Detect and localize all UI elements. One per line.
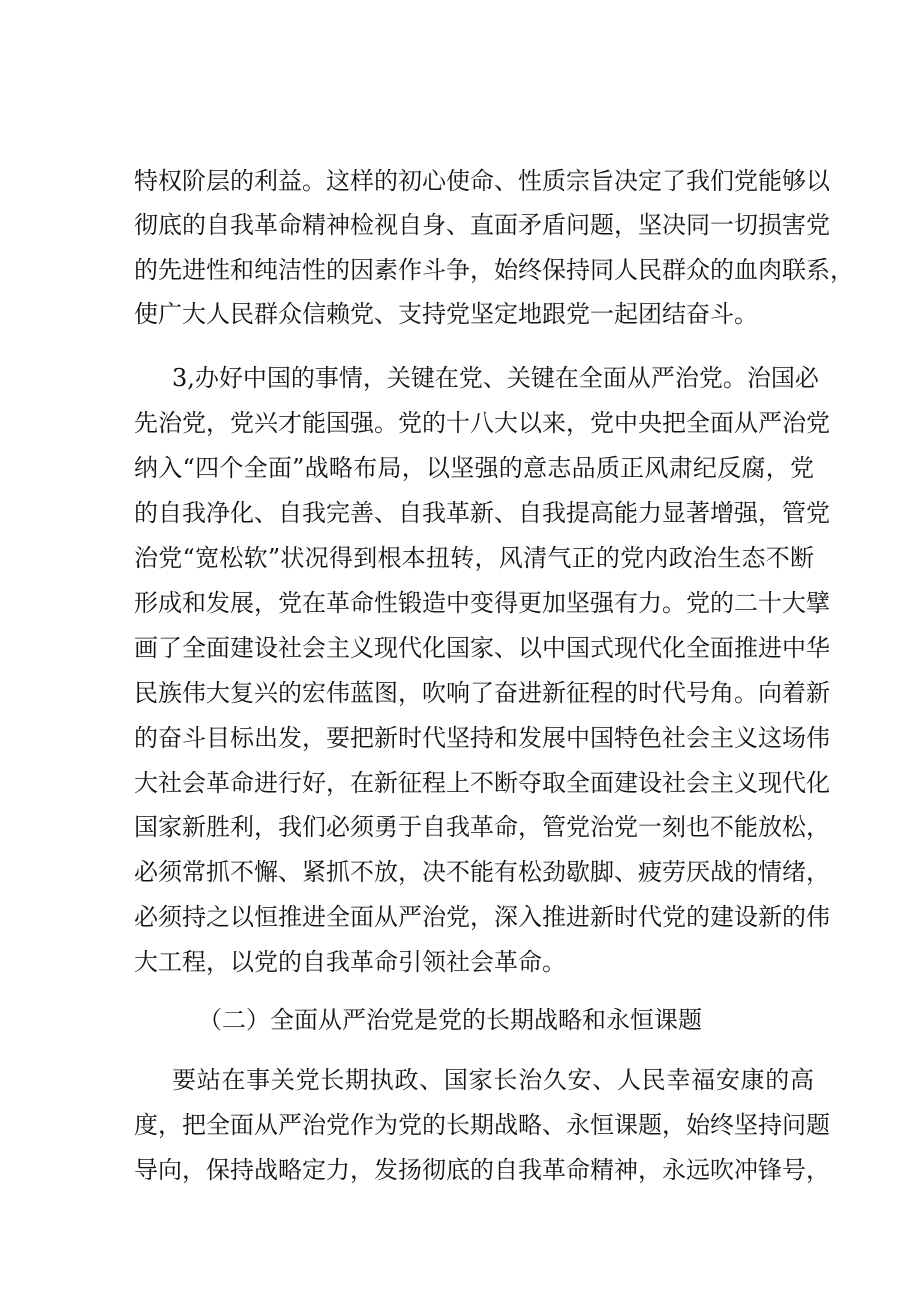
section-heading: （二）全面从严治党是党的长期战略和永恒课题 (198, 1006, 702, 1034)
paragraph-2-line-12: 必须常抓不懈、紧抓不放，决不能有松劲歇脚、疲劳厌战的情绪， (134, 858, 830, 886)
paragraph-2-line-9: 的奋斗目标出发，要把新时代坚持和发展中国特色社会主义这场伟 (134, 724, 830, 752)
paragraph-2-line-13: 必须持之以恒推进全面从严治党，深入推进新时代党的建设新的伟 (134, 903, 830, 931)
paragraph-1-line-1: 特权阶层的利益。这样的初心使命、性质宗旨决定了我们党能够以 (134, 167, 830, 195)
paragraph-1-line-2: 彻底的自我革命精神检视自身、直面矛盾问题，坚决同一切损害党 (134, 211, 830, 239)
paragraph-3-line-2: 度，把全面从严治党作为党的长期战略、永恒课题，始终坚持问题 (134, 1111, 830, 1139)
paragraph-2-line-14: 大工程，以党的自我革命引领社会革命。 (134, 948, 566, 976)
paragraph-1-line-4: 使广大人民群众信赖党、支持党坚定地跟党一起团结奋斗。 (134, 300, 758, 328)
paragraph-1-line-3: 的先进性和纯洁性的因素作斗争，始终保持同人民群众的血肉联系， (134, 256, 854, 284)
paragraph-2-line-3: 纳入“四个全面”战略布局，以坚强的意志品质正风肃纪反腐，党 (134, 454, 814, 482)
paragraph-3-line-1: 要站在事关党长期执政、国家长治久安、人民幸福安康的高 (172, 1066, 814, 1094)
paragraph-2-line-10: 大社会革命进行好，在新征程上不断夺取全面建设社会主义现代化 (134, 769, 830, 797)
paragraph-2-line-11: 国家新胜利，我们必须勇于自我革命，管党治党一刻也不能放松， (134, 813, 830, 841)
paragraph-2-line-7: 画了全面建设社会主义现代化国家、以中国式现代化全面推进中华 (134, 634, 830, 662)
paragraph-2-line-6: 形成和发展，党在革命性锻造中变得更加坚强有力。党的二十大擘 (134, 589, 830, 617)
paragraph-2-line-2: 先治党，党兴才能国强。党的十八大以来，党中央把全面从严治党 (134, 409, 830, 437)
paragraph-2-line-8: 民族伟大复兴的宏伟蓝图，吹响了奋进新征程的时代号角。向着新 (134, 679, 830, 707)
paragraph-2-line-4: 的自我净化、自我完善、自我革新、自我提高能力显著增强，管党 (134, 499, 830, 527)
paragraph-2-line-5: 治党“宽松软”状况得到根本扭转，风清气正的党内政治生态不断 (134, 544, 814, 572)
paragraph-2-line-1: 3,办好中国的事情，关键在党、关键在全面从严治党。治国必 (172, 364, 819, 392)
paragraph-3-line-3: 导向，保持战略定力，发扬彻底的自我革命精神，永远吹冲锋号， (134, 1156, 830, 1184)
